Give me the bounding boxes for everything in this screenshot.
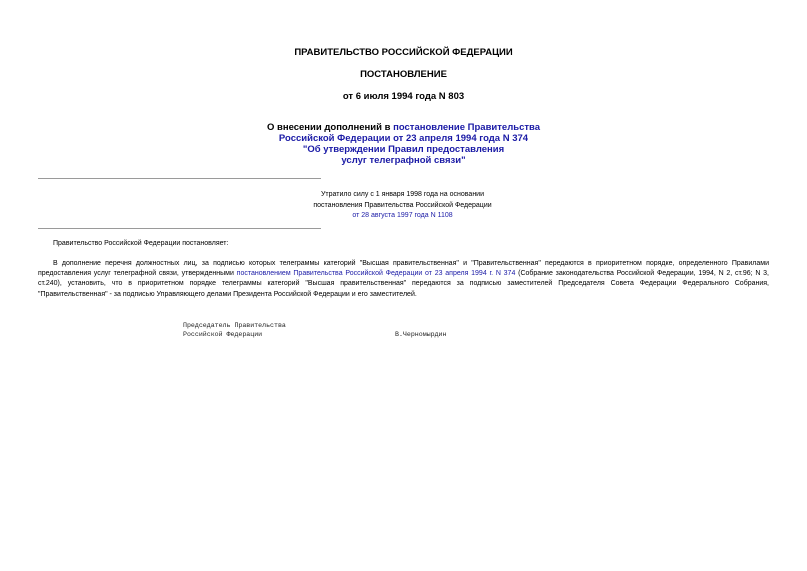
title-line-2[interactable]: Российской Федерации от 23 апреля 1994 года N 374 — [278, 133, 529, 144]
main-text-part-2: (Собрание законодательства Российской Федерации, 1994, N 2, ст.96; N 3, ст.240), установить, что в приоритетном порядке телеграммы категорий "Высшая правительственная" передаются за подписью заместителей Председателя Совета Федерации Федерального Собрания, "Правительственная" - за подписью Управляющего делами Президента Российской Федерации и его заместителей. — [38, 270, 769, 298]
signature-name: В.Черномырдин — [395, 331, 447, 338]
main-paragraph — [38, 259, 769, 300]
document-type: ПОСТАНОВЛЕНИЕ — [360, 69, 447, 80]
title-prefix: О внесении дополнений в — [266, 122, 394, 133]
status-note-line-1: Утратило силу с 1 января 1998 года на основании — [320, 191, 485, 198]
document-title — [0, 122, 807, 166]
intro-paragraph: Правительство Российской Федерации постановляет: — [53, 240, 229, 247]
title-line-3[interactable]: "Об утверждении Правил предоставления — [302, 144, 505, 155]
document-date-number: от 6 июля 1994 года N 803 — [342, 91, 465, 102]
title-line-1 — [0, 122, 807, 133]
status-note — [250, 190, 555, 222]
divider-bottom — [38, 228, 321, 229]
title-line-4[interactable]: услуг телеграфной связи" — [341, 155, 466, 166]
main-text-part-1: В дополнение перечня должностных лиц, за подписью которых телеграммы категорий "Высшая правительственная" и "Правительственная" передаются в приоритетном порядке, определенного Правилами предоставления услуг телеграфной связи, утвержденными — [38, 260, 769, 278]
status-note-line-2: постановления Правительства Российской Федерации — [313, 201, 492, 209]
status-note-link[interactable]: от 28 августа 1997 года N 1108 — [352, 212, 453, 219]
government-heading: ПРАВИТЕЛЬСТВО РОССИЙСКОЙ ФЕДЕРАЦИИ — [294, 47, 513, 58]
signature-position-line-1: Председатель Правительства — [183, 322, 286, 329]
signature-position-line-2: Российской Федерации — [183, 331, 263, 338]
divider-top — [38, 178, 321, 179]
title-link-resolution[interactable]: постановление Правительства — [393, 122, 541, 133]
main-resolution-link[interactable]: постановлением Правительства Российской Федерации от 23 апреля 1994 г. N 374 — [236, 270, 516, 278]
